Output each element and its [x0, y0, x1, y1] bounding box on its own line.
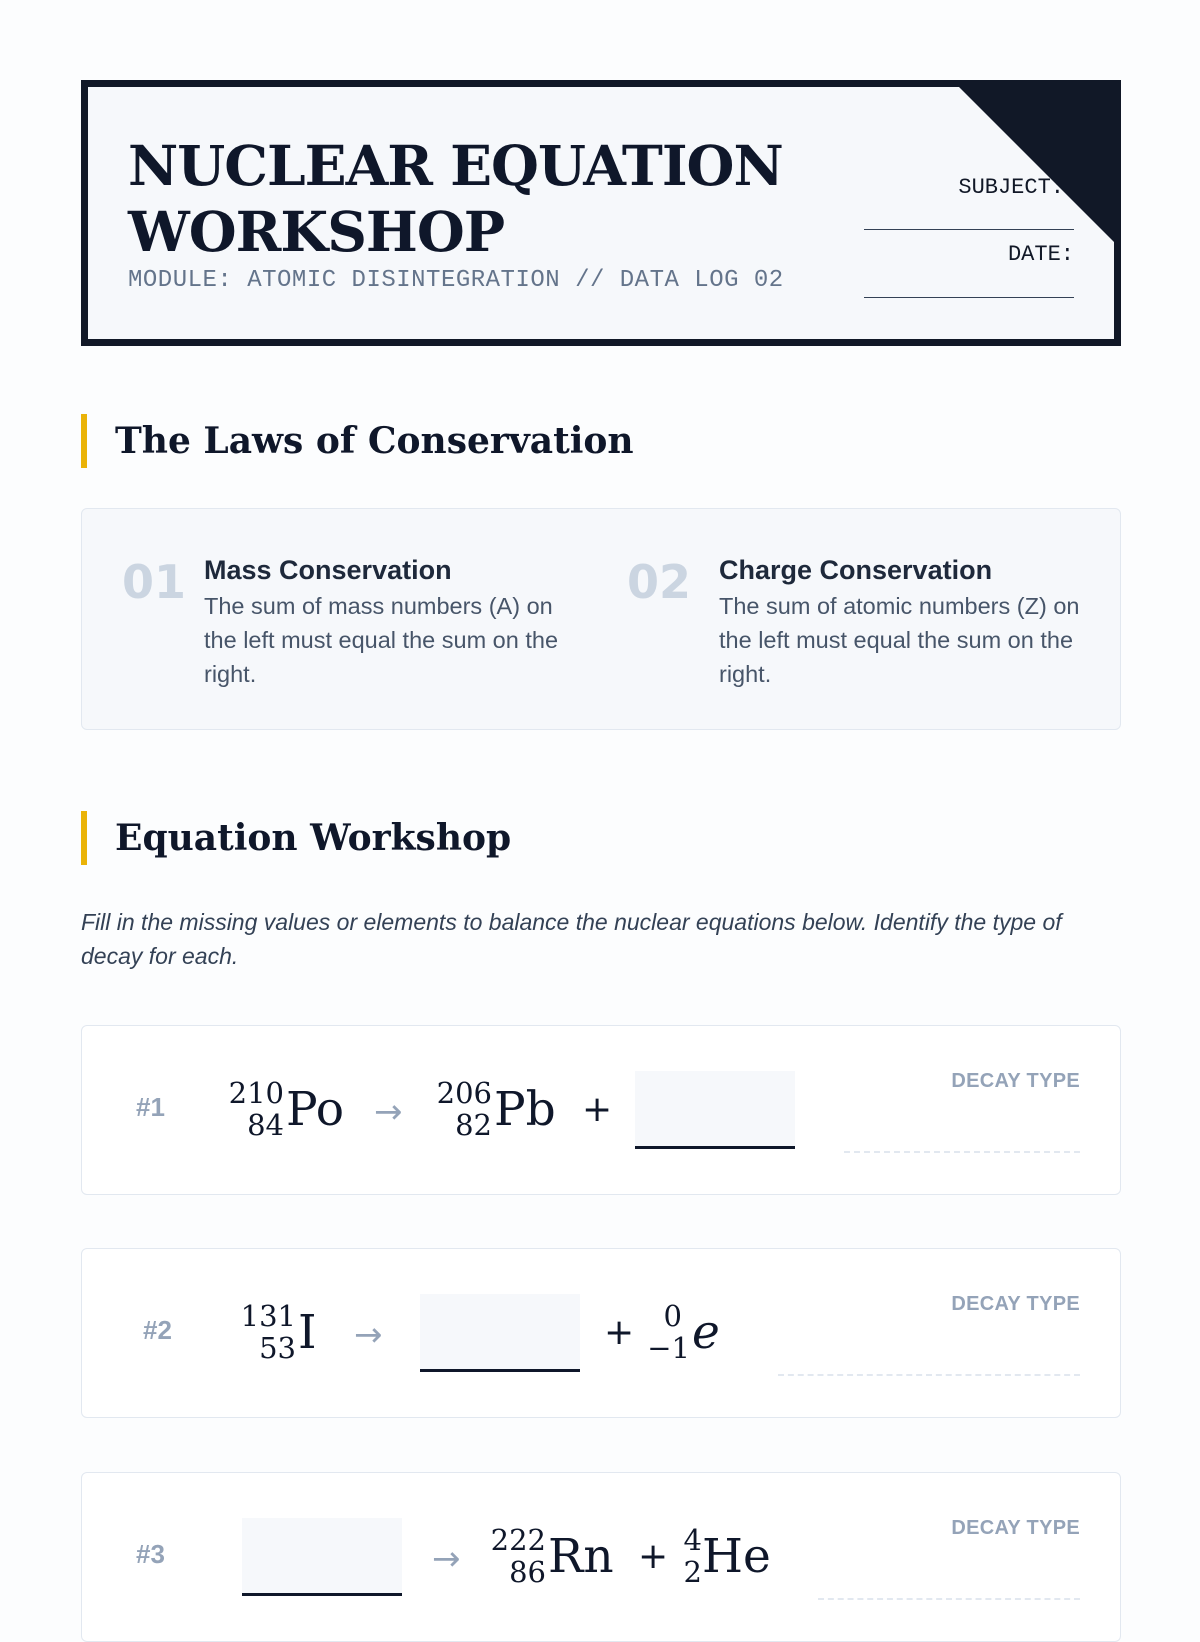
plus-sign: +: [604, 1312, 635, 1353]
answer-blank[interactable]: [635, 1071, 795, 1149]
atomic-number: 53: [259, 1331, 296, 1365]
decay-type-label: DECAY TYPE: [951, 1293, 1080, 1315]
date-field[interactable]: [864, 297, 1074, 298]
mass-number: 0: [663, 1299, 682, 1333]
reaction-arrow-icon: →: [354, 1315, 383, 1355]
law-text: The sum of mass numbers (A) on the left must equal the sum on the right.: [204, 593, 559, 687]
laws-card: [81, 508, 1121, 730]
atomic-number: 84: [247, 1108, 284, 1142]
law-title: Mass Conservation: [204, 555, 452, 585]
atomic-number: 2: [683, 1555, 702, 1589]
equation-card-2: [81, 1248, 1121, 1418]
equation-card-1: [81, 1025, 1121, 1195]
page-title: [128, 133, 783, 265]
answer-blank[interactable]: [420, 1294, 580, 1372]
element-symbol: Rn: [548, 1529, 614, 1584]
title-line-2: WORKSHOP: [128, 199, 505, 264]
element-symbol: He: [702, 1529, 771, 1584]
decay-type-field[interactable]: [778, 1374, 1080, 1376]
corner-decoration: [959, 87, 1114, 242]
equation-number: #3: [136, 1539, 165, 1569]
mass-number: 131: [240, 1299, 296, 1333]
element-symbol: Pb: [494, 1082, 556, 1137]
mass-number: 222: [490, 1523, 546, 1557]
mass-number: 206: [436, 1076, 492, 1110]
mass-number: 210: [228, 1076, 284, 1110]
equation-card-3: [81, 1472, 1121, 1642]
answer-blank[interactable]: [242, 1518, 402, 1596]
title-line-1: NUCLEAR EQUATION: [128, 133, 783, 198]
subject-label: SUBJECT:: [958, 175, 1064, 200]
decay-type-field[interactable]: [844, 1151, 1080, 1153]
workshop-heading: Equation Workshop: [81, 811, 511, 865]
subject-field[interactable]: [864, 229, 1074, 230]
element-symbol: I: [298, 1305, 317, 1360]
plus-sign: +: [582, 1089, 613, 1130]
decay-type-label: DECAY TYPE: [951, 1517, 1080, 1539]
module-subtitle: MODULE: ATOMIC DISINTEGRATION // DATA LOG 02: [128, 267, 784, 294]
date-label: DATE:: [1007, 242, 1074, 267]
plus-sign: +: [638, 1536, 669, 1577]
worksheet-header: [81, 80, 1121, 346]
decay-type-label: DECAY TYPE: [951, 1070, 1080, 1092]
equation-number: #1: [136, 1092, 165, 1122]
atomic-number: −1: [647, 1331, 690, 1365]
element-symbol: Po: [286, 1082, 345, 1137]
atomic-number: 82: [455, 1108, 492, 1142]
reaction-arrow-icon: →: [374, 1092, 403, 1132]
instructions-text: Fill in the missing values or elements to balance the nuclear equations below. Identify the type of decay for each.: [81, 909, 1062, 969]
law-body: [719, 553, 1089, 691]
law-body: [204, 553, 574, 691]
law-text: The sum of atomic numbers (Z) on the left must equal the sum on the right.: [719, 593, 1080, 687]
law-title: Charge Conservation: [719, 555, 993, 585]
reaction-arrow-icon: →: [432, 1539, 461, 1579]
mass-number: 4: [683, 1523, 702, 1557]
atomic-number: 86: [509, 1555, 546, 1589]
equation-number: #2: [143, 1315, 172, 1345]
element-symbol: e: [692, 1305, 720, 1360]
law-number: 01: [122, 555, 187, 609]
laws-heading: The Laws of Conservation: [81, 414, 634, 468]
law-number: 02: [627, 555, 692, 609]
